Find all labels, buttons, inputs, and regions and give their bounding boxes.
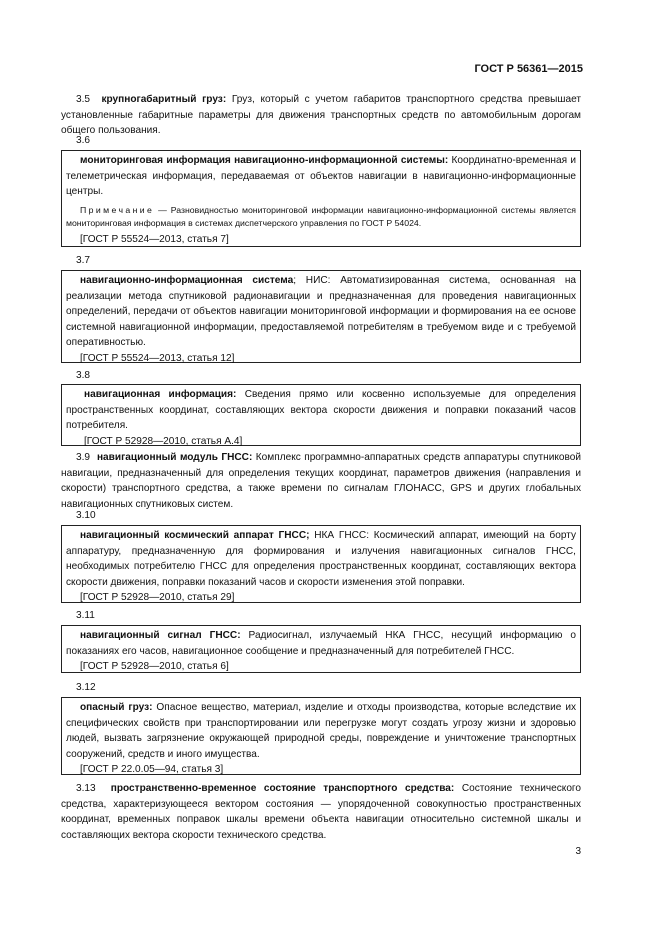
- term-definition: Опасное вещество, материал, изделие и отходы производства, которые вследствие их специфических свойств при транспортировании или перегрузке могут создать угрозу жизни и здоровью людей, вызвать загрязнение окружающей природной среды, повреждение и уничтожение транспортных сооружений, средств и иного имущества.: [66, 702, 577, 760]
- term-reference: [ГОСТ Р 55524—2013, статья 12]: [80, 352, 235, 364]
- term-reference: [ГОСТ Р 55524—2013, статья 7]: [80, 233, 229, 245]
- term-title: мониторинговая информация навигационно-информационной системы:: [80, 155, 449, 166]
- term-number: 3.13: [76, 783, 96, 794]
- document-id: ГОСТ Р 56361—2015: [474, 63, 583, 75]
- term-title: навигационный модуль ГНСС:: [96, 452, 253, 463]
- term-box-3-10: [61, 525, 581, 603]
- term-number: 3.9: [76, 452, 91, 463]
- term-3-5: [61, 92, 581, 139]
- term-title: крупногабаритный груз:: [101, 94, 227, 105]
- term-text: [62, 151, 580, 200]
- term-reference: [ГОСТ Р 52928—2010, статья 6]: [80, 661, 229, 673]
- term-text: [62, 271, 580, 351]
- term-title: навигационный космический аппарат ГНСС;: [80, 530, 310, 541]
- term-number: 3.6: [76, 135, 91, 146]
- term-definition: Комплекс программно-аппаратных средств аппаратуры спутниковой навигации, предназначенный для определения текущих координат, параметров движения (направления и скорости) транспортного средства, а также времени по сигналам ГЛОНАСС, GPS и других глобальных навигационных спутниковых систем.: [61, 452, 581, 510]
- term-definition: Координатно-временная и телеметрическая информация, передаваемая от объектов навигации в навигационно-информационные центры.: [66, 155, 576, 198]
- term-box-3-8: [61, 384, 581, 446]
- term-title: навигационная информация:: [84, 389, 237, 400]
- note-label: Примечание: [80, 204, 155, 215]
- term-title: опасный груз:: [80, 702, 153, 713]
- term-number: 3.7: [76, 255, 91, 266]
- term-box-3-7: [61, 270, 581, 363]
- term-3-9: [61, 450, 581, 512]
- term-note: [62, 204, 580, 230]
- term-definition: Состояние технического средства, характеризующееся вектором состояния — упорядоченной совокупностью пространственных координат, временных поправок шкалы времени объекта навигации относительно системной шкалы и составляющих вектора скорости технического средства.: [61, 783, 582, 841]
- term-number: 3.5: [76, 94, 91, 105]
- term-text: [62, 385, 580, 434]
- term-number: 3.8: [76, 370, 91, 381]
- term-title: пространственно-временное состояние транспортного средства:: [110, 783, 455, 794]
- page-number: 3: [575, 846, 581, 857]
- term-title: навигационный сигнал ГНСС:: [80, 630, 241, 641]
- term-number: 3.12: [76, 682, 96, 693]
- term-box-3-11: [61, 625, 581, 673]
- term-definition: Сведения прямо или косвенно используемые для определения пространственных координат, составляющих вектора скорости движения и поправки показаний часов потребителя.: [66, 389, 576, 432]
- note-text: — Разновидностью мониторинговой информации навигационно-информационной системы является мониторинговая информация в системах диспетчерского управления по ГОСТ Р 54024.: [66, 204, 576, 228]
- term-reference: [ГОСТ Р 52928—2010, статья 29]: [80, 592, 235, 604]
- term-reference: [ГОСТ Р 22.0.05—94, статья 3]: [80, 764, 224, 776]
- term-text: [62, 626, 580, 659]
- term-reference: [ГОСТ Р 52928—2010, статья А.4]: [84, 435, 243, 447]
- term-definition: Груз, который с учетом габаритов транспортного средства превышает установленные габаритные параметры для движения транспортных средств по автомобильным дорогам общего пользования.: [61, 94, 582, 137]
- term-text: [62, 526, 580, 590]
- term-number: 3.10: [76, 510, 96, 521]
- term-box-3-6: [61, 150, 581, 247]
- term-title: навигационно-информационная система: [80, 275, 294, 286]
- term-text: [62, 698, 580, 762]
- term-box-3-12: [61, 697, 581, 775]
- term-number: 3.11: [76, 610, 95, 621]
- term-definition: Радиосигнал, излучаемый НКА ГНСС, несущий информацию о показаниях его часов, навигационное сообщение и предназначенный для потребителей ГНСС.: [66, 630, 576, 657]
- term-3-13: [61, 781, 581, 843]
- term-definition: ; НИС: Автоматизированная система, основанная на реализации метода спутниковой радионавигации и предназначенная для проведения навигационных определений, передачи от объектов навигации мониторинговой информации и формирования на ее основе системной навигационной информации, предоставляемой потребителям в требуемом виде и с требуемой оперативностью.: [66, 275, 577, 349]
- term-definition: НКА ГНСС: Космический аппарат, имеющий на борту аппаратуру, предназначенную для формирования и излучения навигационных сигналов ГНСС, необходимых потребителю ГНСС для определения пространственных координат, составляющих вектора скорости движения, поправки показаний часов и скорости изменения этой поправки.: [66, 530, 576, 588]
